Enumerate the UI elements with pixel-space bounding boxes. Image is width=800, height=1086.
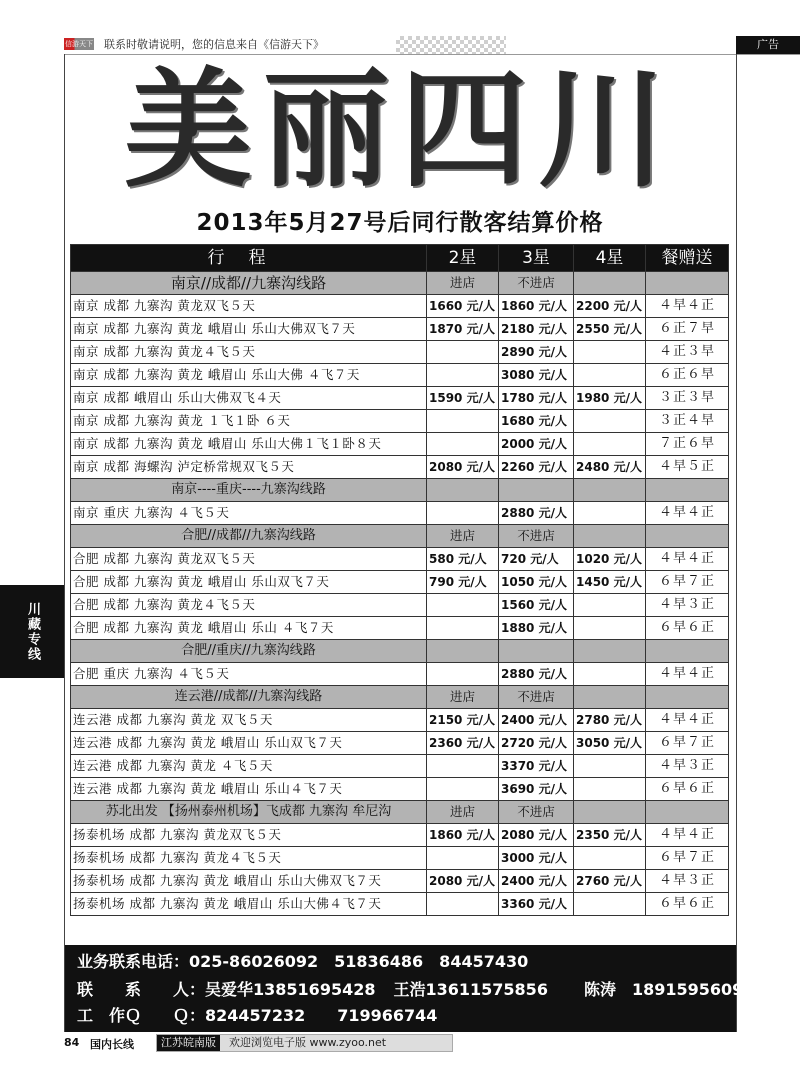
table-row <box>71 824 729 847</box>
price-3star: 1560 元/人 <box>499 594 574 617</box>
section-title: 连云港//成都//九寨沟线路 <box>71 686 427 709</box>
route-cell: 南京 成都 峨眉山 乐山大佛双飞４天 <box>71 387 427 410</box>
meal-cell: ３正３早 <box>646 387 729 410</box>
route-cell: 合肥 成都 九寨沟 黄龙 峨眉山 乐山双飞７天 <box>71 571 427 594</box>
price-2star: 2080 元/人 <box>427 870 499 893</box>
price-2star <box>427 617 499 640</box>
meal-cell: ３正４早 <box>646 410 729 433</box>
route-cell: 南京 成都 九寨沟 黄龙 峨眉山 乐山大佛 ４飞７天 <box>71 364 427 387</box>
route-cell: 连云港 成都 九寨沟 黄龙 峨眉山 乐山４飞７天 <box>71 778 427 801</box>
section-header-row <box>71 686 729 709</box>
price-2star: 2080 元/人 <box>427 456 499 479</box>
table-row <box>71 387 729 410</box>
price-4star <box>574 341 646 364</box>
decorative-checker <box>396 36 506 54</box>
table-header-row <box>71 245 729 272</box>
page-footer <box>64 1034 800 1052</box>
price-4star: 2200 元/人 <box>574 295 646 318</box>
meal-cell: ４早４正 <box>646 709 729 732</box>
contact-person-line <box>77 978 754 1002</box>
route-cell: 南京 成都 海螺沟 泸定桥常规双飞５天 <box>71 456 427 479</box>
table-row <box>71 571 729 594</box>
price-table <box>70 244 729 916</box>
price-3star: 2880 元/人 <box>499 663 574 686</box>
table-row <box>71 456 729 479</box>
header-4star: 4星 <box>574 245 646 272</box>
price-2star <box>427 502 499 525</box>
table-row <box>71 295 729 318</box>
price-3star: 1880 元/人 <box>499 617 574 640</box>
price-4star: 1980 元/人 <box>574 387 646 410</box>
route-cell: 扬泰机场 成都 九寨沟 黄龙 峨眉山 乐山大佛双飞７天 <box>71 870 427 893</box>
price-4star <box>574 594 646 617</box>
meal-cell: ４正３早 <box>646 341 729 364</box>
phone-numbers: 025-86026092 51836486 84457430 <box>189 952 529 971</box>
price-3star: 1050 元/人 <box>499 571 574 594</box>
section-header-row <box>71 272 729 295</box>
person-2: 王浩13611575856 <box>393 980 548 999</box>
phone-label: 业务联系电话： <box>77 952 190 971</box>
header-meal: 餐赠送 <box>646 245 729 272</box>
price-3star: 2880 元/人 <box>499 502 574 525</box>
price-2star: 2150 元/人 <box>427 709 499 732</box>
footer-site[interactable]: 欢迎浏览电子版 www.zyoo.net <box>229 1036 387 1049</box>
price-3star: 2260 元/人 <box>499 456 574 479</box>
section-col5 <box>646 686 729 709</box>
page-subtitle: 2013年5月27号后同行散客结算价格 <box>196 210 604 236</box>
meal-cell: ４早４正 <box>646 502 729 525</box>
price-2star: 790 元/人 <box>427 571 499 594</box>
table-row <box>71 502 729 525</box>
frame-right-rule <box>736 54 737 1032</box>
meal-cell: ６正６早 <box>646 364 729 387</box>
price-3star: 2400 元/人 <box>499 709 574 732</box>
price-3star: 2180 元/人 <box>499 318 574 341</box>
person-3: 陈涛 18915956092 <box>583 980 755 999</box>
contact-box <box>65 945 755 1032</box>
meal-cell: ４早３正 <box>646 870 729 893</box>
price-3star: 1860 元/人 <box>499 295 574 318</box>
price-4star <box>574 755 646 778</box>
price-2star: 1660 元/人 <box>427 295 499 318</box>
meal-cell: ６早７正 <box>646 732 729 755</box>
route-cell: 南京 重庆 九寨沟 ４飞５天 <box>71 502 427 525</box>
section-header-row <box>71 801 729 824</box>
price-4star <box>574 893 646 916</box>
section-col5 <box>646 479 729 502</box>
section-col3: 不进店 <box>499 525 574 548</box>
table-row <box>71 732 729 755</box>
section-col2 <box>427 479 499 502</box>
section-title: 合肥//成都//九寨沟线路 <box>71 525 427 548</box>
frame-left-rule <box>64 54 65 1032</box>
route-cell: 连云港 成都 九寨沟 黄龙 ４飞５天 <box>71 755 427 778</box>
meal-cell: ７正６早 <box>646 433 729 456</box>
section-col5 <box>646 640 729 663</box>
section-title: 苏北出发 【扬州泰州机场】飞成都 九寨沟 牟尼沟 <box>71 801 427 824</box>
table-row <box>71 778 729 801</box>
price-3star: 2720 元/人 <box>499 732 574 755</box>
section-col3 <box>499 640 574 663</box>
route-cell: 合肥 重庆 九寨沟 ４飞５天 <box>71 663 427 686</box>
price-3star: 3000 元/人 <box>499 847 574 870</box>
price-4star <box>574 847 646 870</box>
section-title: 合肥//重庆//九寨沟线路 <box>71 640 427 663</box>
qq-numbers: 824457232 719966744 <box>205 1006 438 1025</box>
top-bar <box>64 36 800 55</box>
side-tab-label: 川藏专线 <box>25 601 40 662</box>
section-header-row <box>71 479 729 502</box>
table-row <box>71 870 729 893</box>
section-col3 <box>499 479 574 502</box>
section-header-row <box>71 525 729 548</box>
price-4star <box>574 502 646 525</box>
route-cell: 连云港 成都 九寨沟 黄龙 峨眉山 乐山双飞７天 <box>71 732 427 755</box>
meal-cell: ４早４正 <box>646 824 729 847</box>
section-header-row <box>71 640 729 663</box>
route-cell: 南京 成都 九寨沟 黄龙双飞５天 <box>71 295 427 318</box>
meal-cell: ６正７早 <box>646 318 729 341</box>
meal-cell: ４早５正 <box>646 456 729 479</box>
meal-cell: ４早３正 <box>646 755 729 778</box>
price-4star: 2480 元/人 <box>574 456 646 479</box>
price-2star: 1590 元/人 <box>427 387 499 410</box>
side-tab <box>0 585 64 678</box>
route-cell: 南京 成都 九寨沟 黄龙 峨眉山 乐山大佛１飞１卧８天 <box>71 433 427 456</box>
price-4star: 2350 元/人 <box>574 824 646 847</box>
table-row <box>71 410 729 433</box>
price-3star: 2890 元/人 <box>499 341 574 364</box>
publisher-logo: 信游天下 <box>65 40 93 48</box>
section-col4 <box>574 686 646 709</box>
qq-label: 工 作Ｑ Ｑ： <box>77 1006 206 1025</box>
price-4star <box>574 663 646 686</box>
section-title: 南京----重庆----九寨沟线路 <box>71 479 427 502</box>
route-cell: 合肥 成都 九寨沟 黄龙 峨眉山 乐山 ４飞７天 <box>71 617 427 640</box>
price-2star <box>427 663 499 686</box>
section-col2: 进店 <box>427 272 499 295</box>
footer-edition-box <box>156 1034 453 1052</box>
contact-phone-line <box>77 950 528 974</box>
route-cell: 连云港 成都 九寨沟 黄龙 双飞５天 <box>71 709 427 732</box>
price-4star: 3050 元/人 <box>574 732 646 755</box>
section-title: 南京//成都//九寨沟线路 <box>71 272 427 295</box>
price-4star <box>574 617 646 640</box>
price-3star: 2400 元/人 <box>499 870 574 893</box>
price-4star: 1020 元/人 <box>574 548 646 571</box>
table-row <box>71 617 729 640</box>
price-3star: 3690 元/人 <box>499 778 574 801</box>
section-col5 <box>646 525 729 548</box>
price-3star: 2080 元/人 <box>499 824 574 847</box>
meal-cell: ６早７正 <box>646 847 729 870</box>
route-cell: 南京 成都 九寨沟 黄龙 １飞１卧 ６天 <box>71 410 427 433</box>
ad-tag: 广告 <box>736 36 800 54</box>
section-col5 <box>646 801 729 824</box>
route-cell: 扬泰机场 成都 九寨沟 黄龙４飞５天 <box>71 847 427 870</box>
meal-cell: ６早６正 <box>646 617 729 640</box>
price-2star: 580 元/人 <box>427 548 499 571</box>
price-4star: 2760 元/人 <box>574 870 646 893</box>
table-row <box>71 755 729 778</box>
price-2star <box>427 364 499 387</box>
route-cell: 扬泰机场 成都 九寨沟 黄龙 峨眉山 乐山大佛４飞７天 <box>71 893 427 916</box>
page-title: 美丽四川 <box>123 55 676 205</box>
price-4star <box>574 778 646 801</box>
price-4star: 2780 元/人 <box>574 709 646 732</box>
price-4star: 1450 元/人 <box>574 571 646 594</box>
meal-cell: ４早４正 <box>646 295 729 318</box>
table-row <box>71 663 729 686</box>
meal-cell: ６早６正 <box>646 778 729 801</box>
route-cell: 合肥 成都 九寨沟 黄龙４飞５天 <box>71 594 427 617</box>
price-3star: 3080 元/人 <box>499 364 574 387</box>
page-number: 84 <box>64 1036 80 1049</box>
meal-cell: ４早３正 <box>646 594 729 617</box>
section-col3: 不进店 <box>499 686 574 709</box>
price-3star: 1680 元/人 <box>499 410 574 433</box>
section-col4 <box>574 272 646 295</box>
table-row <box>71 318 729 341</box>
table-row <box>71 433 729 456</box>
header-3star: 3星 <box>499 245 574 272</box>
header-route: 行程 <box>71 245 427 272</box>
price-2star <box>427 847 499 870</box>
price-2star <box>427 433 499 456</box>
price-3star: 3370 元/人 <box>499 755 574 778</box>
section-col4 <box>574 525 646 548</box>
price-3star: 3360 元/人 <box>499 893 574 916</box>
route-cell: 合肥 成都 九寨沟 黄龙双飞５天 <box>71 548 427 571</box>
price-4star <box>574 364 646 387</box>
table-row <box>71 847 729 870</box>
meal-cell: ４早４正 <box>646 663 729 686</box>
table-row <box>71 341 729 364</box>
table-row <box>71 709 729 732</box>
route-cell: 南京 成都 九寨沟 黄龙 峨眉山 乐山大佛双飞７天 <box>71 318 427 341</box>
price-2star: 1860 元/人 <box>427 824 499 847</box>
section-col4 <box>574 801 646 824</box>
price-4star: 2550 元/人 <box>574 318 646 341</box>
price-4star <box>574 410 646 433</box>
header-note: 联系时敬请说明，您的信息来自《信游天下》 <box>104 38 324 51</box>
meal-cell: ６早６正 <box>646 893 729 916</box>
price-4star <box>574 433 646 456</box>
meal-cell: ６早７正 <box>646 571 729 594</box>
section-col3: 不进店 <box>499 801 574 824</box>
contact-qq-line <box>77 1004 437 1028</box>
route-cell: 南京 成都 九寨沟 黄龙４飞５天 <box>71 341 427 364</box>
price-2star <box>427 755 499 778</box>
section-col3: 不进店 <box>499 272 574 295</box>
price-3star: 720 元/人 <box>499 548 574 571</box>
header-2star: 2星 <box>427 245 499 272</box>
person-label: 联 系 人： <box>77 980 206 999</box>
table-row <box>71 893 729 916</box>
section-col2: 进店 <box>427 801 499 824</box>
price-2star: 2360 元/人 <box>427 732 499 755</box>
price-3star: 1780 元/人 <box>499 387 574 410</box>
footer-section: 国内长线 <box>90 1038 134 1051</box>
price-3star: 2000 元/人 <box>499 433 574 456</box>
section-col2 <box>427 640 499 663</box>
person-1: 吴爱华13851695428 <box>205 980 376 999</box>
edition-tag: 江苏皖南版 <box>157 1035 220 1051</box>
section-col2: 进店 <box>427 525 499 548</box>
price-2star <box>427 778 499 801</box>
section-col4 <box>574 640 646 663</box>
price-2star: 1870 元/人 <box>427 318 499 341</box>
section-col5 <box>646 272 729 295</box>
price-2star <box>427 893 499 916</box>
meal-cell: ４早４正 <box>646 548 729 571</box>
section-col2: 进店 <box>427 686 499 709</box>
section-col4 <box>574 479 646 502</box>
price-2star <box>427 341 499 364</box>
table-row <box>71 548 729 571</box>
table-row <box>71 594 729 617</box>
table-row <box>71 364 729 387</box>
price-2star <box>427 410 499 433</box>
price-2star <box>427 594 499 617</box>
route-cell: 扬泰机场 成都 九寨沟 黄龙双飞５天 <box>71 824 427 847</box>
